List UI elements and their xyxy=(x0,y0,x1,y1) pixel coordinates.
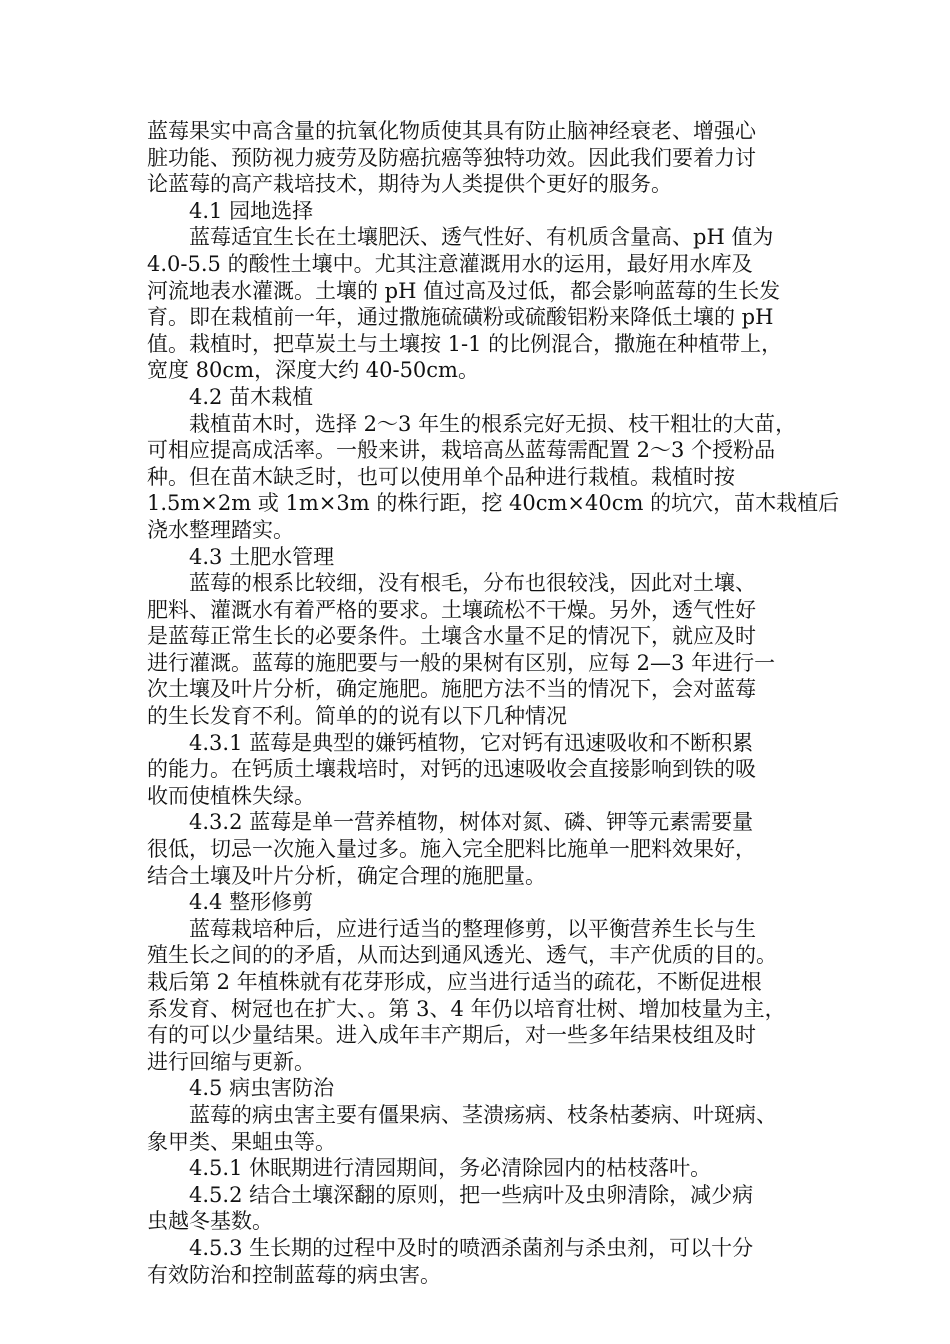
text-line: 种。但在苗木缺乏时，也可以使用单个品种进行栽植。栽植时按 xyxy=(147,464,735,489)
document-body xyxy=(147,118,840,1288)
text-line: 1.5m×2m 或 1m×3m 的株行距，挖 40cm×40cm 的坑穴，苗木栽植后 xyxy=(147,491,840,516)
text-line: 4.5.1 休眠期进行清园期间，务必清除园内的枯枝落叶。 xyxy=(189,1156,712,1181)
text-line: 蓝莓的根系比较细，没有根毛，分布也很较浅，因此对土壤、 xyxy=(189,571,756,596)
text-line: 4.2 苗木栽植 xyxy=(189,384,314,409)
text-line: 系发育、树冠也在扩大、。第 3、4 年仍以培育壮树、增加枝量为主， xyxy=(147,996,786,1021)
text-line: 蓝莓的病虫害主要有僵果病、茎溃疡病、枝条枯萎病、叶斑病、 xyxy=(189,1102,777,1127)
text-line: 论蓝莓的高产栽培技术，期待为人类提供个更好的服务。 xyxy=(147,172,672,197)
text-line: 蓝莓适宜生长在土壤肥沃、透气性好、有机质含量高、pH 值为 xyxy=(189,225,774,250)
text-line: 进行灌溉。蓝莓的施肥要与一般的果树有区别，应每 2—3 年进行一 xyxy=(147,650,776,675)
text-line: 4.5 病虫害防治 xyxy=(189,1076,335,1101)
text-line: 4.5.3 生长期的过程中及时的喷洒杀菌剂与杀虫剂，可以十分 xyxy=(189,1235,754,1260)
text-line: 4.3.1 蓝莓是典型的嫌钙植物，它对钙有迅速吸收和不断积累 xyxy=(189,730,754,755)
text-line: 4.0-5.5 的酸性土壤中。尤其注意灌溉用水的运用，最好用水库及 xyxy=(147,251,753,276)
text-line: 有的可以少量结果。进入成年丰产期后，对一些多年结果枝组及时 xyxy=(147,1023,756,1048)
text-line: 育。即在栽植前一年，通过撒施硫磺粉或硫酸铝粉来降低土壤的 pH xyxy=(147,305,774,330)
text-line: 值。栽植时，把草炭土与土壤按 1-1 的比例混合，撒施在种植带上， xyxy=(147,331,783,356)
text-line: 殖生长之间的的矛盾，从而达到通风透光、透气，丰产优质的目的。 xyxy=(147,943,777,968)
text-line: 很低，切忌一次施入量过多。施入完全肥料比施单一肥料效果好， xyxy=(147,837,756,862)
text-line: 4.5.2 结合土壤深翻的原则，把一些病叶及虫卵清除，减少病 xyxy=(189,1182,754,1207)
text-line: 收而使植株失绿。 xyxy=(147,783,315,808)
text-line: 可相应提高成活率。一般来讲，栽培高丛蓝莓需配置 2～3 个授粉品 xyxy=(147,438,776,463)
text-line: 宽度 80cm，深度大约 40-50cm。 xyxy=(147,358,479,383)
text-line: 的生长发育不利。简单的的说有以下几种情况 xyxy=(147,704,567,729)
text-line: 象甲类、果蛆虫等。 xyxy=(147,1129,336,1154)
text-line: 有效防治和控制蓝莓的病虫害。 xyxy=(147,1262,441,1287)
text-line: 4.3 土肥水管理 xyxy=(189,544,335,569)
text-line: 脏功能、预防视力疲劳及防癌抗癌等独特功效。因此我们要着力讨 xyxy=(147,145,756,170)
text-line: 进行回缩与更新。 xyxy=(147,1049,315,1074)
text-line: 蓝莓果实中高含量的抗氧化物质使其具有防止脑神经衰老、增强心 xyxy=(147,119,756,143)
text-line: 结合土壤及叶片分析，确定合理的施肥量。 xyxy=(147,863,546,888)
text-line: 的能力。在钙质土壤栽培时，对钙的迅速吸收会直接影响到铁的吸 xyxy=(147,757,756,782)
text-line: 蓝莓栽培种后，应进行适当的整理修剪，以平衡营养生长与生 xyxy=(189,916,756,941)
text-line: 浇水整理踏实。 xyxy=(147,517,294,542)
text-line: 4.4 整形修剪 xyxy=(189,890,314,915)
text-line: 4.1 园地选择 xyxy=(189,198,314,223)
text-line: 虫越冬基数。 xyxy=(147,1209,273,1234)
text-line: 栽植苗木时，选择 2～3 年生的根系完好无损、枝干粗壮的大苗， xyxy=(189,411,797,436)
text-line: 肥料、灌溉水有着严格的要求。土壤疏松不干燥。另外，透气性好 xyxy=(147,597,756,622)
text-line: 次土壤及叶片分析，确定施肥。施肥方法不当的情况下，会对蓝莓 xyxy=(147,677,756,702)
text-line: 4.3.2 蓝莓是单一营养植物，树体对氮、磷、钾等元素需要量 xyxy=(189,810,754,835)
text-line: 河流地表水灌溉。土壤的 pH 值过高及过低，都会影响蓝莓的生长发 xyxy=(147,278,781,303)
text-line: 是蓝莓正常生长的必要条件。土壤含水量不足的情况下，就应及时 xyxy=(147,624,756,649)
text-line: 栽后第 2 年植株就有花芽形成，应当进行适当的疏花，不断促进根 xyxy=(147,970,762,994)
